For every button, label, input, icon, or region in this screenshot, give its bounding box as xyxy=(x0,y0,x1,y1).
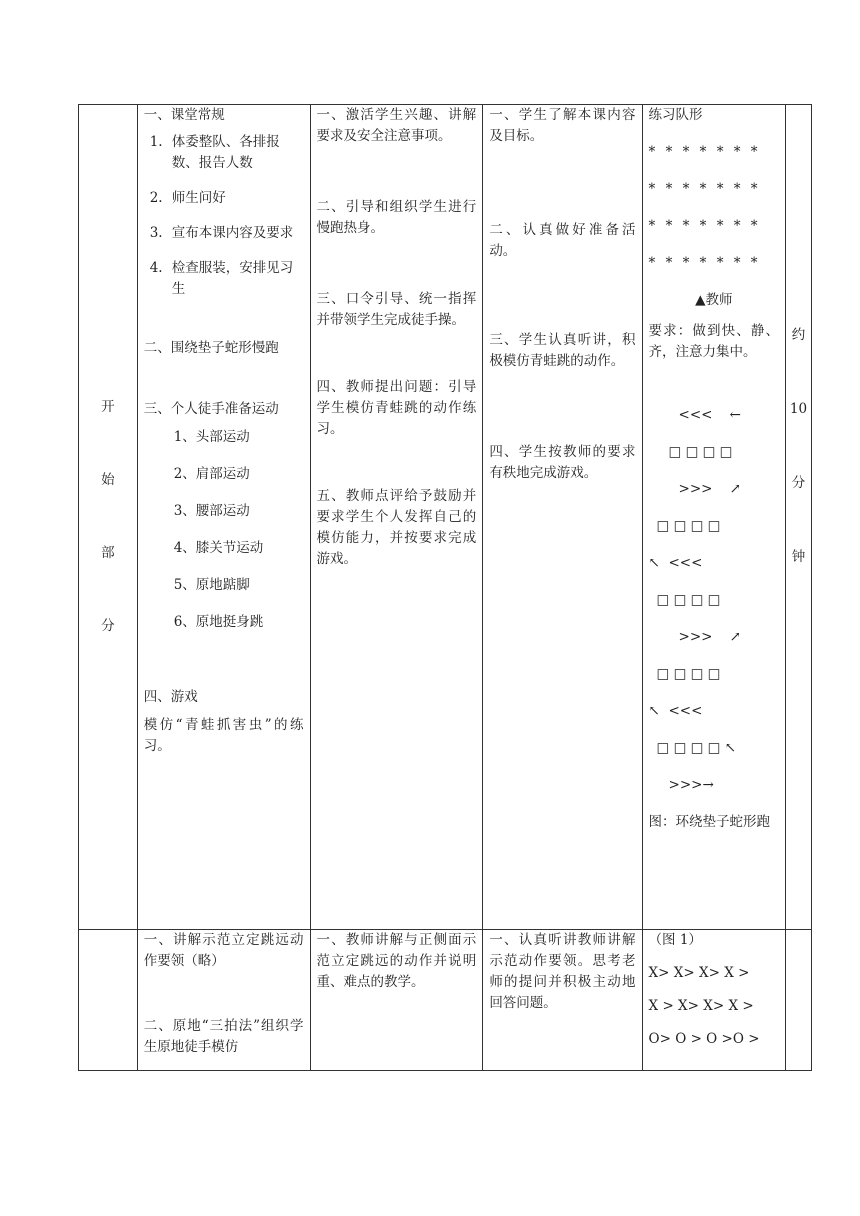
diagram-row: ↖ <<< xyxy=(648,703,703,719)
section-name-cell xyxy=(79,930,138,1071)
teacher-activity: 三、口令引导、统一指挥并带领学生完成徒手操。 xyxy=(316,291,477,328)
warmup-item: 5、原地踮脚 xyxy=(173,577,250,593)
figure-row: X> X> X> X > xyxy=(648,965,750,981)
opening-section-row xyxy=(79,105,812,930)
diagram-row: □ □ □ □ xyxy=(656,592,721,608)
formation-row: * * * * * * * xyxy=(648,181,761,197)
content-heading: 二、围绕垫子蛇形慢跑 xyxy=(143,340,279,356)
content-item: 一、讲解示范立定跳远动作要领（略） xyxy=(143,932,304,969)
teacher-activity-cell xyxy=(310,105,483,930)
student-activity: 四、学生按教师的要求有秩地完成游戏。 xyxy=(489,444,636,481)
student-activity: 一、学生了解本课内容及目标。 xyxy=(489,107,636,144)
teacher-position-mark: ▲教师 xyxy=(695,292,733,308)
section-char: 分 xyxy=(101,618,115,634)
diagram-caption: 图：环绕垫子蛇形跑 xyxy=(648,814,771,830)
teacher-activity: 二、引导和组织学生进行慢跑热身。 xyxy=(316,199,477,236)
lesson-plan-table xyxy=(78,104,812,1071)
time-char: 约 xyxy=(791,327,806,343)
diagram-row: <<< ← xyxy=(678,407,741,423)
section-char: 开 xyxy=(101,399,115,415)
diagram-row: □ □ □ □ xyxy=(656,666,721,682)
time-cell xyxy=(785,105,811,930)
diagram-row: □ □ □ □ xyxy=(668,444,733,460)
section-char: 部 xyxy=(101,545,115,561)
figure-label: （图 1） xyxy=(648,932,702,948)
diagram-row: □ □ □ □ xyxy=(656,518,721,534)
formation-row: * * * * * * * xyxy=(648,218,761,234)
formation-requirement: 要求：做到快、静、齐，注意力集中。 xyxy=(648,323,779,360)
time-char: 分 xyxy=(791,475,806,491)
routine-item: 4. 检查服装，安排见习生 xyxy=(149,260,294,297)
teacher-activity: 五、教师点评给予鼓励并要求学生个人发挥自己的模仿能力，并按要求完成游戏。 xyxy=(316,488,477,567)
teacher-activity: 一、激活学生兴趣、讲解要求及安全注意事项。 xyxy=(316,107,477,144)
routine-item: 1. 体委整队、各排报数、报告人数 xyxy=(149,134,280,171)
warmup-item: 3、腰部运动 xyxy=(173,503,250,519)
student-activity-cell xyxy=(483,930,642,1071)
diagram-row: ↖ <<< xyxy=(648,555,703,571)
time-cell xyxy=(785,930,811,1071)
time-char: 钟 xyxy=(791,549,806,565)
formation-row: * * * * * * * xyxy=(648,255,761,271)
teacher-activity: 四、教师提出问题：引导学生模仿青蛙跳的动作练习。 xyxy=(316,379,477,437)
diagram-row: >>> ↗ xyxy=(678,481,741,497)
game-description: 模仿“青蛙抓害虫”的练习。 xyxy=(143,717,304,754)
warmup-item: 4、膝关节运动 xyxy=(173,540,264,556)
routine-item: 2. 师生问好 xyxy=(149,190,226,206)
diagram-row: >>>→ xyxy=(668,777,714,793)
time-char: 10 xyxy=(789,401,808,417)
routine-item: 3. 宣布本课内容及要求 xyxy=(149,225,294,241)
section-name-cell xyxy=(79,105,138,930)
formation-row: * * * * * * * xyxy=(648,144,761,160)
diagram-row: >>> ↗ xyxy=(678,629,741,645)
content-cell xyxy=(137,930,310,1071)
teacher-activity: 一、教师讲解与正侧面示范立定跳远的动作并说明重、难点的教学。 xyxy=(316,932,477,990)
student-activity: 三、学生认真听讲，积极模仿青蛙跳的动作。 xyxy=(489,332,636,369)
organization-cell xyxy=(642,930,785,1071)
content-heading: 四、游戏 xyxy=(143,689,198,705)
student-activity-cell xyxy=(483,105,642,930)
basic-section-row xyxy=(79,930,812,1071)
content-heading: 一、课堂常规 xyxy=(143,107,225,123)
figure-row: X > X> X> X > xyxy=(648,998,754,1014)
figure-row: O> O > O >O > xyxy=(648,1031,760,1047)
warmup-item: 1、头部运动 xyxy=(173,429,250,445)
teacher-activity-cell xyxy=(310,930,483,1071)
warmup-item: 2、肩部运动 xyxy=(173,466,250,482)
diagram-row: □ □ □ □ ↖ xyxy=(656,740,737,756)
student-activity: 一、认真听讲教师讲解示范动作要领。思考老师的提问并积极主动地回答问题。 xyxy=(489,932,636,1011)
content-heading: 三、个人徒手准备运动 xyxy=(143,401,279,417)
organization-cell xyxy=(642,105,785,930)
content-item: 二、原地“三拍法”组织学生原地徒手模仿 xyxy=(143,1018,304,1055)
section-char: 始 xyxy=(101,472,115,488)
content-cell xyxy=(137,105,310,930)
student-activity: 二、认真做好准备活动。 xyxy=(489,222,636,259)
formation-title: 练习队形 xyxy=(648,107,703,123)
warmup-item: 6、原地挺身跳 xyxy=(173,614,264,630)
